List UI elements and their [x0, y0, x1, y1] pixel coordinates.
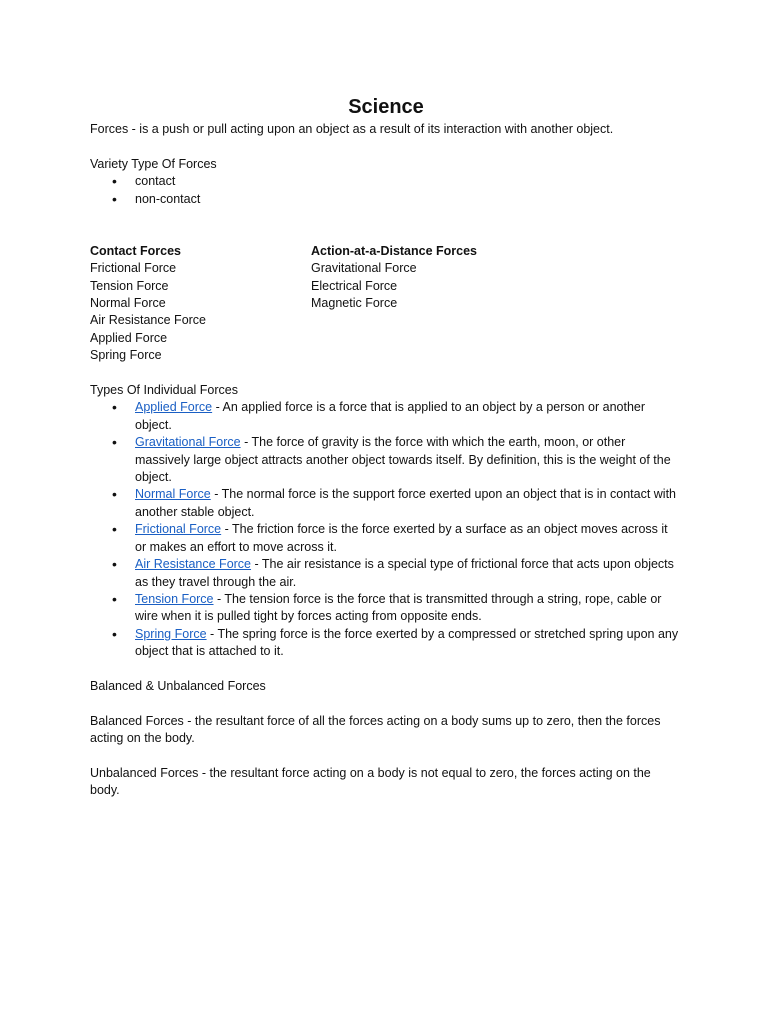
list-item: • contact	[90, 173, 682, 190]
page-title: Science	[348, 96, 424, 118]
frictional-force-link[interactable]: Frictional Force	[135, 522, 222, 537]
contact-forces-heading: Contact Forces	[90, 243, 181, 258]
list-item	[90, 399, 682, 434]
contact-force-item: Spring Force	[90, 348, 162, 363]
list-item	[90, 434, 682, 486]
gravitational-force-description: - The force of gravity is the force with which the earth, moon, or other massively large object attracts another object towards itself. By definition, this is the weight of the object.	[135, 435, 671, 485]
air-resistance-force-link[interactable]: Air Resistance Force	[135, 557, 252, 572]
list-item	[90, 521, 682, 556]
individual-forces-heading: Types Of Individual Forces	[90, 383, 238, 398]
forces-table	[90, 243, 682, 365]
contact-forces-column	[90, 243, 311, 365]
applied-force-link[interactable]: Applied Force	[135, 400, 213, 415]
frictional-force-description: - The friction force is the force exerted by a surface as an object moves across it or makes an effort to move across it.	[135, 522, 668, 554]
list-item: • non-contact	[90, 191, 682, 208]
distance-forces-heading: Action-at-a-Distance Forces	[311, 243, 478, 258]
unbalanced-forces-paragraph: Unbalanced Forces - the resultant force acting on a body is not equal to zero, the forces acting on the body.	[90, 765, 651, 798]
list-item	[90, 591, 682, 626]
balanced-forces-paragraph: Balanced Forces - the resultant force of all the forces acting on a body sums up to zero, then the forces acting on the body.	[90, 713, 661, 746]
gravitational-force-link[interactable]: Gravitational Force	[135, 435, 241, 450]
spring-force-link[interactable]: Spring Force	[135, 626, 207, 641]
list-item	[90, 626, 682, 661]
applied-force-description: - An applied force is a force that is applied to an object by a person or another object.	[135, 400, 646, 432]
contact-force-item: Frictional Force	[90, 261, 177, 276]
distance-forces-column	[311, 243, 611, 365]
contact-force-item: Normal Force	[90, 296, 166, 311]
distance-force-item: Gravitational Force	[311, 261, 417, 276]
intro-paragraph: Forces - is a push or pull acting upon an object as a result of its interaction with another object.	[90, 122, 614, 136]
contact-force-item: Air Resistance Force	[90, 313, 207, 328]
normal-force-description: - The normal force is the support force exerted upon an object that is in contact with another stable object.	[135, 487, 677, 519]
tension-force-description: - The tension force is the force that is transmitted through a string, rope, cable or wire when it is pulled tight by forces acting from opposite ends.	[135, 591, 662, 624]
variety-heading: Variety Type Of Forces	[90, 156, 217, 171]
spring-force-description: - The spring force is the force exerted by a compressed or stretched spring upon any object that is attached to it.	[135, 626, 679, 659]
normal-force-link[interactable]: Normal Force	[135, 487, 211, 502]
document-content	[90, 96, 682, 800]
distance-force-item: Electrical Force	[311, 278, 398, 293]
list-item	[90, 486, 682, 521]
balance-heading: Balanced & Unbalanced Forces	[90, 678, 266, 693]
list-item	[90, 556, 682, 591]
variety-list	[90, 173, 682, 208]
contact-force-item: Tension Force	[90, 278, 169, 293]
air-resistance-force-description: - The air resistance is a special type of frictional force that acts upon objects as they travel through the air.	[135, 557, 674, 589]
distance-force-item: Magnetic Force	[311, 296, 398, 311]
contact-force-item: Applied Force	[90, 330, 168, 345]
tension-force-link[interactable]: Tension Force	[135, 591, 214, 606]
individual-forces-list	[90, 399, 682, 660]
